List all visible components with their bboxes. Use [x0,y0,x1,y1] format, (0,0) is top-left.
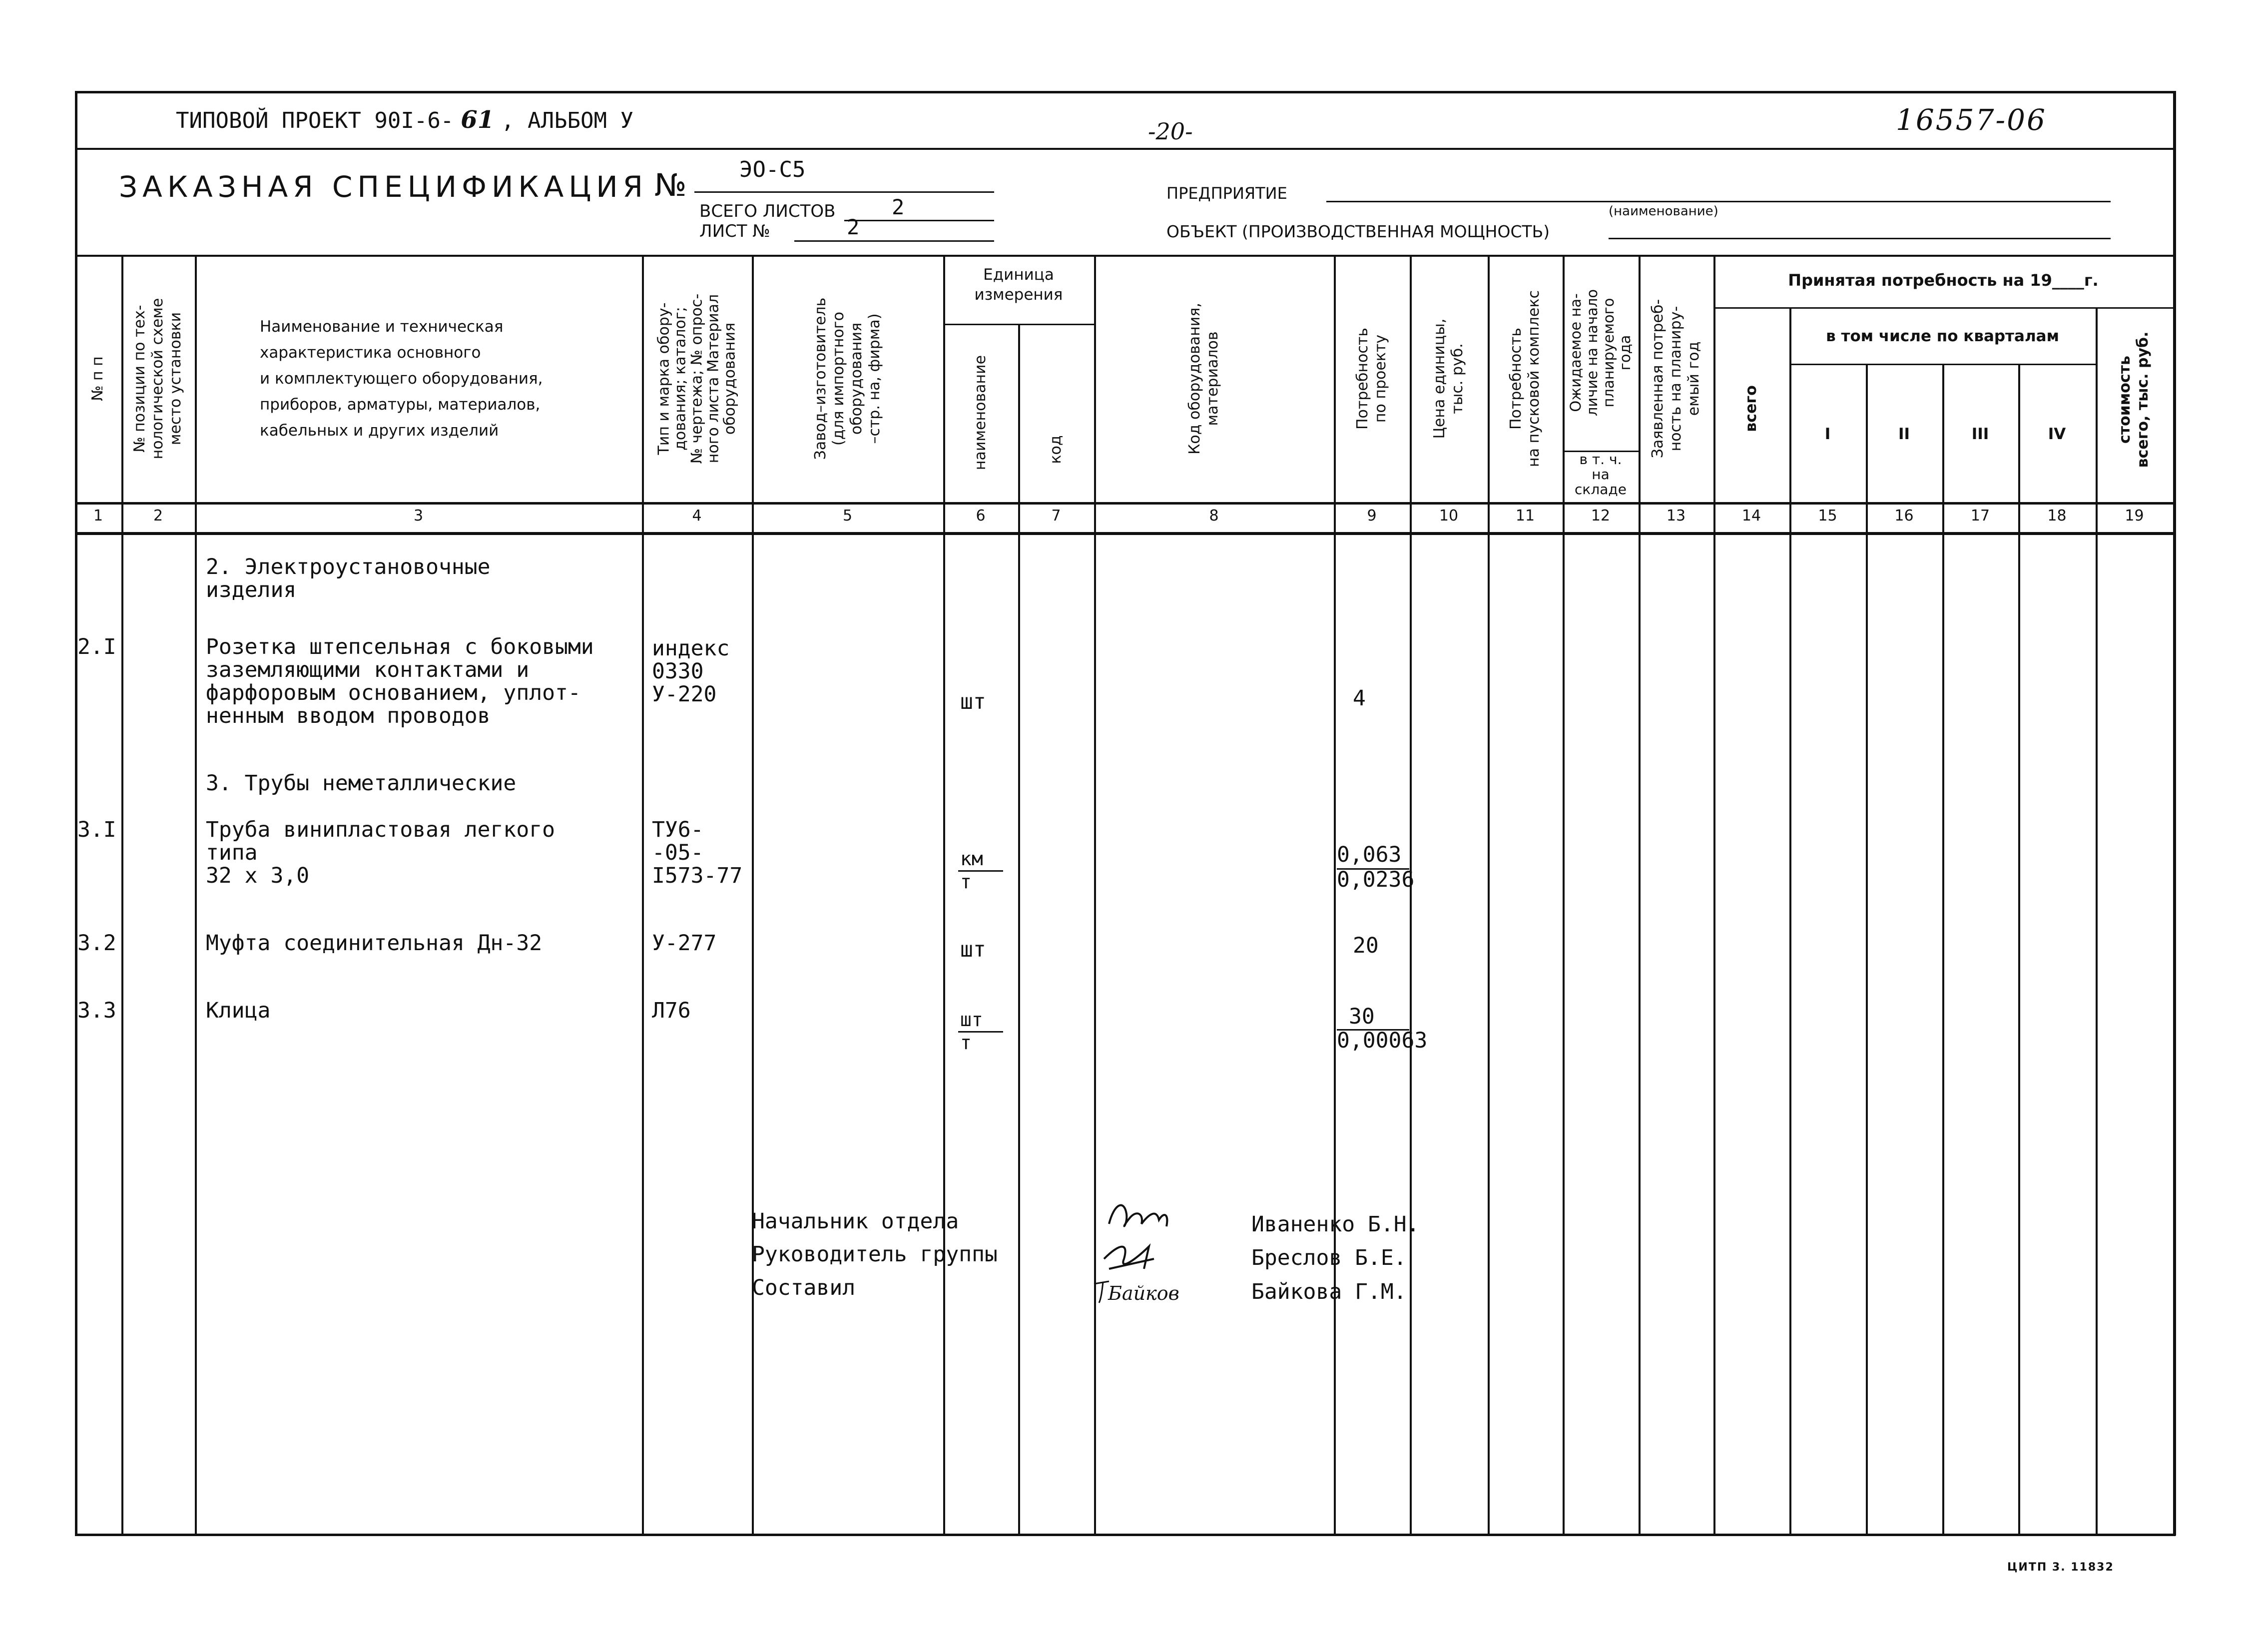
row-3-1-unit-bot: т [960,871,972,893]
col-divider-6 [1018,324,1020,1535]
col-divider-7 [1094,255,1096,1535]
quarters-group-line [1789,364,2096,365]
signature-3-handwriting: Байков [1108,1282,1179,1304]
frame-right [2173,91,2176,1536]
signature-name-2: Бреслов Б.Е. [1251,1245,1407,1270]
total-sheets-label: ВСЕГО ЛИСТОВ [699,201,836,221]
col-number: 8 [1209,507,1219,525]
unit-group-line [943,324,1094,325]
row-3-3-name: Клица [206,998,271,1023]
total-sheets-underline [844,220,994,221]
header-quarters: в том числе по кварталам [1826,327,2059,345]
col-divider-10 [1488,255,1490,1535]
col-number: 6 [976,507,986,525]
signature-2-mark [1104,1246,1154,1269]
col-number: 12 [1591,507,1611,525]
header-col-6: наименование [972,355,989,471]
row-3-2-position: 3.2 [77,931,116,956]
row-3-1-position: 3.I [77,817,116,842]
col-divider-14 [1789,307,1791,1535]
header-col-10: Цена единицы, тыс. руб. [1431,318,1466,439]
col-divider-13 [1713,255,1715,1535]
enterprise-hint: (наименование) [1609,204,1718,219]
col-number: 5 [842,507,853,525]
signature-1-mark [1109,1205,1167,1226]
col-divider-17 [2018,364,2020,1535]
row-2-1-type: индекс 0330 У-220 [652,636,730,707]
col-number: 3 [413,507,424,525]
row-3-1-type: ТУ6- -05- I573-77 [652,817,743,888]
header-q4: IV [2048,425,2066,443]
header-col-2: № позиции по тех- нологической схеме место установки [131,298,184,460]
col-divider-3 [642,255,644,1535]
header-q3: III [1971,425,1989,443]
total-sheets-value: 2 [892,195,905,219]
header-col-12-stock: в т. ч. на складе [1575,451,1627,498]
signature-role-2: Руководитель группы [752,1242,998,1267]
header-col-1: № п п [89,356,106,401]
col-number: 10 [1439,507,1459,525]
project-label: ТИПОВОЙ ПРОЕКТ 90I-6- [176,108,454,133]
row-3-1-qty-top: 0,063 [1337,842,1402,867]
signature-name-1: Иваненко Б.Н. [1251,1212,1420,1237]
header-col-14: всего [1742,385,1760,432]
album-label: , АЛЬБОМ У [501,108,633,133]
col-divider-9 [1410,255,1412,1535]
row-3-2-qty: 20 [1353,933,1379,958]
row-3-3-position: 3.3 [77,998,116,1023]
row-3-1-unit-top: км [960,848,983,870]
spec-no-value: ЭО-С5 [739,157,806,182]
frame-under-headers [75,502,2176,505]
row-3-3-type: Л76 [652,998,691,1023]
frame-under-numbers [75,532,2176,535]
col-number: 18 [2047,507,2067,525]
col-number: 15 [1818,507,1837,525]
col-number: 2 [153,507,163,525]
project-number: 61 [461,106,495,134]
frame-under-title [75,148,2176,150]
col-divider-1 [121,255,123,1535]
enterprise-underline [1326,201,2111,202]
header-col-9: Потребность по проекту [1354,328,1389,430]
row-2-1-name: Розетка штепсельная с боковыми заземляющими контактами и фарфоровым основанием, уплот- ненным вводом проводов [206,634,594,728]
header-col-13: Заявленная потреб- ность на планиру- емый год [1649,299,1702,459]
print-stamp: ЦИТП 3. 11832 [2007,1561,2114,1574]
frame-bottom [75,1534,2176,1536]
col-number: 14 [1741,507,1761,525]
col-number: 13 [1666,507,1686,525]
header-accepted: Принятая потребность на 19____г. [1788,271,2099,290]
spec-no-underline [694,191,994,193]
project-title [176,106,633,134]
signature-role-3: Составил [752,1275,856,1300]
header-q2: II [1898,425,1910,443]
row-2-1-unit: шт [960,689,986,714]
header-col-3: Наименование и техническая характеристика основного и комплектующего оборудования, приборов, арматуры, материалов, кабельных и других изделий [260,318,543,440]
col-number: 19 [2125,507,2144,525]
row-3-3-unit-bot: т [960,1032,972,1054]
spec-no-label: № [654,167,687,203]
col-number: 11 [1515,507,1535,525]
frame-top [75,91,2176,93]
spec-title: ЗАКАЗНАЯ СПЕЦИФИКАЦИЯ [119,170,648,204]
col-divider-2 [195,255,197,1535]
col-divider-16 [1942,364,1944,1535]
col-number: 16 [1894,507,1914,525]
col-divider-12 [1639,255,1641,1535]
row-3-1-name: Труба винипластовая легкого типа 32 х 3,0 [206,817,555,888]
col-divider-18 [2096,307,2098,1535]
signature-role-1: Начальник отдела [752,1209,959,1234]
section-2-title: 2. Электроустановочные изделия [206,554,491,602]
row-2-1-position: 2.I [77,634,116,659]
row-3-3-qty-top: 30 [1349,1004,1375,1029]
row-3-2-type: У-277 [652,931,717,956]
col-number: 7 [1051,507,1061,525]
header-col-12: Ожидаемое на- личие на начало планируемого года [1567,289,1634,417]
document-code: 16557-06 [1896,103,2047,137]
row-3-3-unit-top: шт [960,1009,983,1031]
row-3-2-name: Муфта соединительная Дн-32 [206,931,543,956]
enterprise-label: ПРЕДПРИЯТИЕ [1166,184,1287,203]
header-col-4: Тип и марка обору- дования; каталог; № чертежа; № опрос- ного листа Материал оборудования [655,293,739,464]
header-q1: I [1824,425,1831,443]
header-col-19: стоимость всего, тыс. руб. [2116,331,2152,468]
object-label: ОБЪЕКТ (ПРОИЗВОДСТВЕННАЯ МОЩНОСТЬ) [1166,222,1550,241]
col-number: 4 [692,507,702,525]
header-col-7: код [1047,435,1065,464]
col-divider-15 [1866,364,1868,1535]
row-2-1-qty: 4 [1353,686,1366,711]
frame-under-spec [75,255,2176,257]
col-divider-8 [1334,255,1336,1535]
header-col-11: Потребность на пусковой комплекс [1507,290,1543,467]
frame-left [75,91,77,1536]
col-divider-4 [752,255,754,1535]
col-number: 1 [93,507,103,525]
col-divider-11 [1563,255,1565,1535]
sheet-underline [794,240,994,242]
section-3-title: 3. Трубы неметаллические [206,771,517,796]
signature-3-mark [1094,1281,1109,1303]
row-3-3-qty-bot: 0,00063 [1337,1028,1428,1053]
col-number: 9 [1367,507,1377,525]
col-number: 17 [1970,507,1990,525]
header-col-5: Завод–изготовитель (для импортного оборудования –стр. на, фирма) [812,297,883,460]
header-unit-group: Единица измерения [974,266,1063,304]
page-number: -20- [1148,118,1193,145]
object-underline [1609,238,2111,239]
accepted-group-line [1713,307,2173,309]
header-col-8: Код оборудования, материалов [1186,303,1221,455]
handwritten-signatures [1089,1184,1259,1314]
sheet-value: 2 [847,215,860,239]
signature-name-3: Байкова Г.М. [1251,1279,1407,1304]
row-3-2-unit: шт [960,937,986,962]
sheet-label: ЛИСТ № [699,221,770,241]
row-3-1-qty-bot: 0,0236 [1337,867,1415,892]
col-divider-5 [943,255,945,1535]
